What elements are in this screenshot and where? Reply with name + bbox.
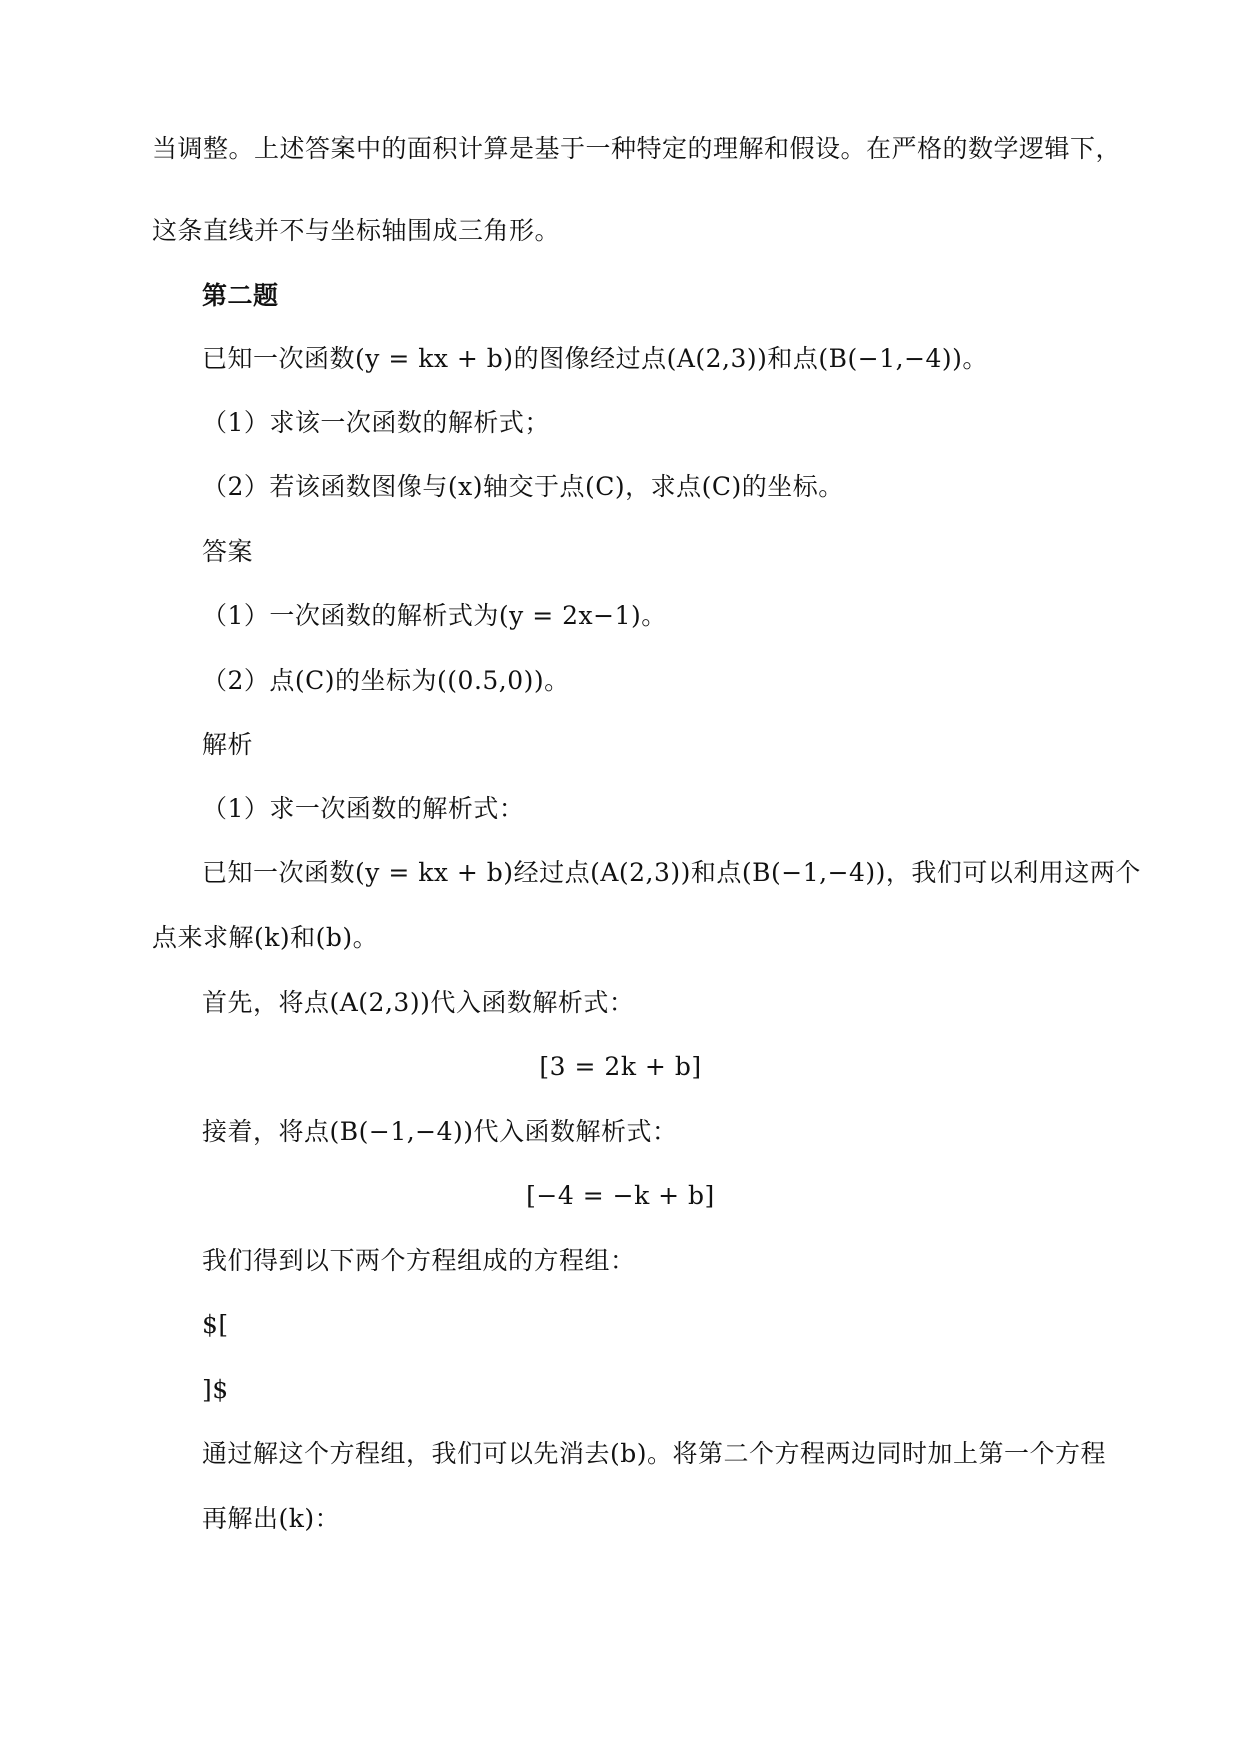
continuation-line-1: 当调整。上述答案中的面积计算是基于一种特定的理解和假设。在严格的数学逻辑下，	[152, 134, 1122, 163]
analysis-step-b: 接着，将点(B(−1,−4))代入函数解析式：	[202, 1117, 678, 1146]
analysis-step-title: （1）求一次函数的解析式：	[202, 794, 525, 823]
analysis-paragraph-line-2: 点来求解(k)和(b)。	[152, 923, 379, 952]
answer-heading: 答案	[202, 537, 254, 566]
section-title: 第二题	[202, 281, 279, 310]
question-part-1: （1）求该一次函数的解析式；	[202, 408, 550, 437]
equation-a: [3 = 2k + b]	[539, 1052, 702, 1081]
system-close: ]$	[202, 1375, 229, 1404]
question-part-2: （2）若该函数图像与(x)轴交于点(C)，求点(C)的坐标。	[202, 472, 844, 501]
elimination-line: 通过解这个方程组，我们可以先消去(b)。将第二个方程两边同时加上第一个方程	[202, 1439, 1107, 1468]
question-stem: 已知一次函数(y = kx + b)的图像经过点(A(2,3))和点(B(−1,−4))。	[202, 344, 988, 373]
answer-line-1: （1）一次函数的解析式为(y = 2x−1)。	[202, 601, 667, 630]
analysis-heading: 解析	[202, 730, 254, 759]
analysis-paragraph-line-1: 已知一次函数(y = kx + b)经过点(A(2,3))和点(B(−1,−4))，我们可以利用这两个	[202, 858, 1141, 887]
answer-line-2: （2）点(C)的坐标为((0.5,0))。	[202, 666, 570, 695]
continuation-line-2: 这条直线并不与坐标轴围成三角形。	[152, 216, 561, 245]
equation-b: [−4 = −k + b]	[526, 1181, 715, 1210]
solve-k-line: 再解出(k)：	[202, 1504, 341, 1533]
analysis-step-a: 首先，将点(A(2,3))代入函数解析式：	[202, 988, 635, 1017]
system-intro: 我们得到以下两个方程组成的方程组：	[202, 1246, 636, 1275]
system-open: $[	[202, 1310, 229, 1339]
